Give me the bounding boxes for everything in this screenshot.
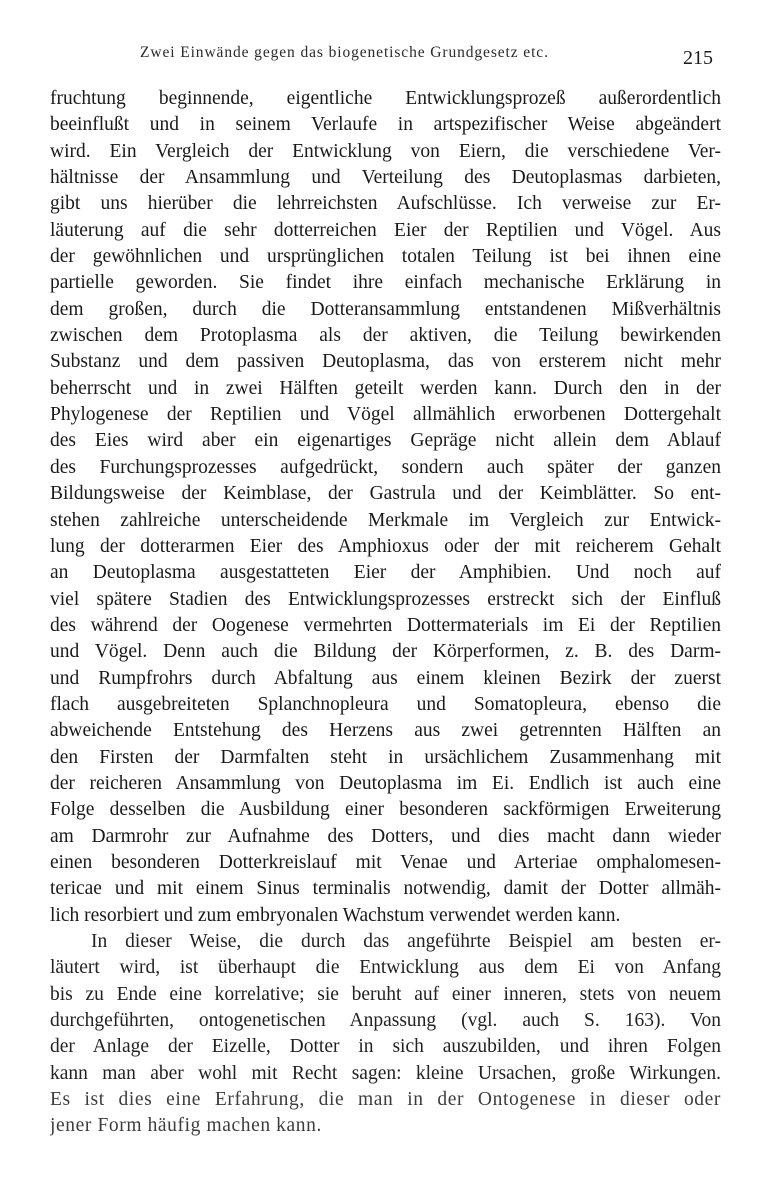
text-line: wird. Ein Vergleich der Entwicklung von Eiern, die verschiedene Ver- [50, 140, 721, 162]
text-line: lung der dotterarmen Eier des Amphioxus oder der mit reicherem Gehalt [50, 535, 721, 557]
text-line: an Deutoplasma ausgestatteten Eier der Amphibien. Und noch auf [50, 562, 721, 584]
page-number: 215 [683, 47, 713, 69]
text-line: Es ist dies eine Erfahrung, die man in der Ontogenese in dieser oder [50, 1089, 721, 1111]
text-line: fruchtung beginnende, eigentliche Entwicklungsprozeß außerordentlich [50, 88, 721, 109]
text-line: jener Form häufig machen kann. [50, 1115, 322, 1137]
text-line: hältnisse der Ansammlung und Verteilung des Deutoplasmas darbieten, [50, 167, 721, 189]
text-line: beeinflußt und in seinem Verlaufe in artspezifischer Weise abgeändert [50, 114, 721, 136]
running-title: Zwei Einwände gegen das biogenetische Grundgesetz etc. [140, 44, 549, 61]
text-line: Bildungsweise der Keimblase, der Gastrula und der Keimblätter. So ent- [50, 483, 721, 505]
text-line: Folge desselben die Ausbildung einer besonderen sackförmigen Erweiterung [50, 799, 721, 821]
text-line: lich resorbiert und zum embryonalen Wachstum verwendet werden kann. [50, 904, 621, 926]
text-line: tericae und mit einem Sinus terminalis notwendig, damit der Dotter allmäh- [50, 878, 721, 900]
text-line: und Vögel. Denn auch die Bildung der Körperformen, z. B. des Darm- [50, 641, 721, 663]
text-line: dem großen, durch die Dotteransammlung entstandenen Mißverhältnis [50, 298, 721, 320]
text-line: läuterung auf die sehr dotterreichen Eier der Reptilien und Vögel. Aus [50, 219, 721, 241]
text-line: der gewöhnlichen und ursprünglichen totalen Teilung ist bei ihnen eine [50, 246, 721, 268]
text-line: am Darmrohr zur Aufnahme des Dotters, und dies macht dann wieder [50, 825, 721, 847]
text-line: partielle geworden. Sie findet ihre einfach mechanische Erklärung in [50, 272, 721, 294]
text-line: flach ausgebreiteten Splanchnopleura und Somatopleura, ebenso die [50, 693, 721, 715]
text-line: läutert wird, ist überhaupt die Entwicklung aus dem Ei von Anfang [50, 957, 721, 979]
text-line: Substanz und dem passiven Deutoplasma, das von ersterem nicht mehr [50, 351, 721, 373]
text-line: Phylogenese der Reptilien und Vögel allmählich erworbenen Dottergehalt [50, 404, 721, 426]
text-line: abweichende Entstehung des Herzens aus zwei getrennten Hälften an [50, 720, 721, 742]
text-line: kann man aber wohl mit Recht sagen: kleine Ursachen, große Wirkungen. [50, 1062, 721, 1084]
paragraph-conclusion [50, 929, 721, 1140]
text-line: beherrscht und in zwei Hälften geteilt werden kann. Durch den in der [50, 377, 721, 399]
text-line: durchgeführten, ontogenetischen Anpassung (vgl. auch S. 163). Von [50, 1010, 721, 1032]
text-line: zwischen dem Protoplasma als der aktiven, die Teilung bewirkenden [50, 325, 721, 347]
body-text [50, 86, 721, 1140]
text-line: stehen zahlreiche unterscheidende Merkmale im Vergleich zur Entwick- [50, 509, 721, 531]
text-line: bis zu Ende eine korrelative; sie beruht auf einer inneren, stets von neuem [50, 983, 721, 1005]
text-line: und Rumpfrohrs durch Abfaltung aus einem kleinen Bezirk der zuerst [50, 667, 721, 689]
text-line: des Eies wird aber ein eigenartiges Gepräge nicht allein dem Ablauf [50, 430, 721, 452]
text-line: des Furchungsprozesses aufgedrückt, sondern auch später der ganzen [50, 456, 721, 478]
text-line: In dieser Weise, die durch das angeführte Beispiel am besten er- [91, 931, 721, 952]
text-line: der Anlage der Eizelle, Dotter in sich auszubilden, und ihren Folgen [50, 1036, 721, 1058]
running-header [0, 40, 765, 70]
text-line: einen besonderen Dotterkreislauf mit Venae und Arteriae omphalomesen- [50, 851, 721, 873]
text-line: viel spätere Stadien des Entwicklungsprozesses erstreckt sich der Einfluß [50, 588, 721, 610]
text-line: gibt uns hierüber die lehrreichsten Aufschlüsse. Ich verweise zur Er- [50, 193, 721, 215]
text-line: den Firsten der Darmfalten steht in ursächlichem Zusammenhang mit [50, 746, 721, 768]
text-line: des während der Oogenese vermehrten Dottermaterials im Ei der Reptilien [50, 614, 721, 636]
text-line: der reicheren Ansammlung von Deutoplasma im Ei. Endlich ist auch eine [50, 772, 721, 794]
paragraph-continuation [50, 86, 721, 929]
